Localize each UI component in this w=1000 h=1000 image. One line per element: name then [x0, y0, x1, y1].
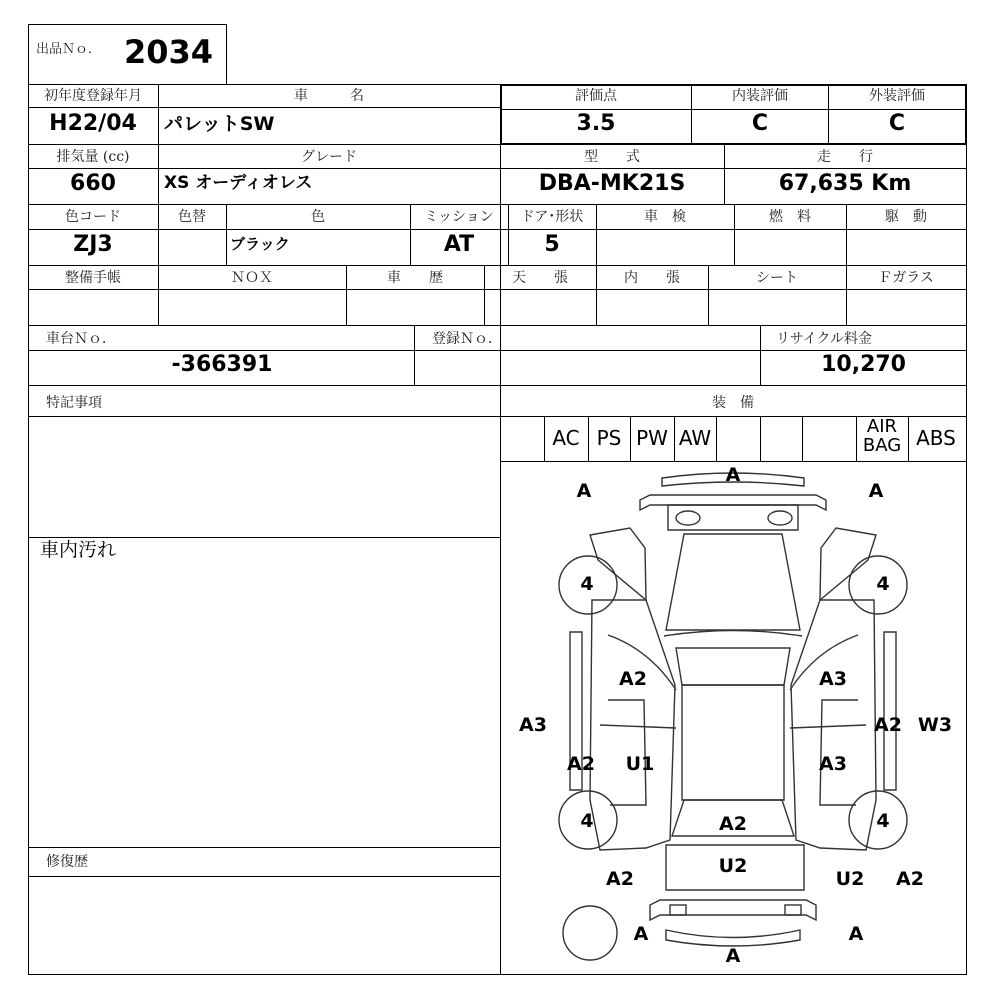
- notes-label: 特記事項: [46, 395, 102, 411]
- mark-right-rear-quarter: A2: [896, 868, 924, 890]
- mileage-value: 67,635 Km: [778, 171, 912, 196]
- mark-right-rear-u: U2: [835, 868, 865, 890]
- grade-value: XS オーディオレス: [164, 173, 313, 193]
- mark-tire-rl: 4: [580, 810, 594, 832]
- name-label: 車 名: [294, 88, 364, 104]
- color-code-value: ZJ3: [73, 232, 113, 257]
- repaint-label: 色替: [178, 209, 206, 225]
- mark-rear-left: A: [633, 923, 649, 945]
- mark-left-rear-quarter: A2: [606, 868, 634, 890]
- transmission-label: ミッション: [424, 209, 494, 225]
- doors-value: 5: [544, 232, 560, 257]
- first-reg-value: H22/04: [49, 111, 137, 136]
- mark-front-top: A: [725, 464, 741, 486]
- transmission-value: AT: [443, 232, 475, 257]
- recycle-value: 10,270: [821, 352, 906, 377]
- recycle-label: リサイクル料金: [776, 331, 873, 347]
- equip-abs: ABS: [916, 426, 956, 450]
- displacement-label: 排気量 (cc): [56, 149, 130, 165]
- mark-tire-fr: 4: [876, 573, 890, 595]
- name-value: パレットSW: [164, 113, 275, 135]
- seat-label: シート: [756, 270, 798, 286]
- model-label: 型 式: [584, 149, 640, 165]
- mark-right-glass: W3: [917, 714, 953, 736]
- maintenance-label: 整備手帳: [65, 270, 121, 286]
- interior-trim-label: 内 張: [624, 270, 680, 286]
- equip-airbag: AIR BAG: [862, 416, 902, 456]
- mark-left-rear-door: A2: [567, 753, 595, 775]
- color-label: 色: [311, 209, 325, 225]
- nox-label: ＮＯＸ: [231, 270, 273, 286]
- color-code-label: 色コード: [65, 209, 121, 225]
- equip-ac: AC: [552, 426, 580, 450]
- mark-rear-bottom: A: [725, 945, 741, 967]
- equip-pw: PW: [636, 426, 668, 450]
- registration-label: 登録Ｎｏ．: [432, 331, 502, 347]
- mark-rear-right: A: [848, 923, 864, 945]
- mark-front-left: A: [576, 480, 592, 502]
- mileage-label: 走 行: [817, 149, 873, 165]
- mark-right-rear-door: A3: [819, 753, 847, 775]
- exterior-value: C: [888, 111, 906, 136]
- mark-left-front-door: A2: [619, 668, 647, 690]
- score-value: 3.5: [576, 111, 616, 136]
- mark-left-side: A3: [519, 714, 547, 736]
- mark-front-right: A: [868, 480, 884, 502]
- fuel-label: 燃 料: [769, 209, 811, 225]
- chassis-value: -366391: [171, 352, 273, 377]
- mark-right-side: A2: [874, 714, 902, 736]
- chassis-label: 車台Ｎｏ．: [46, 331, 116, 347]
- drive-label: 駆 動: [885, 209, 927, 225]
- lot-label: 出品Ｎｏ．: [36, 42, 102, 57]
- equipment-label: 装 備: [712, 395, 754, 411]
- model-value: DBA-MK21S: [538, 171, 686, 196]
- interior-value: C: [751, 111, 769, 136]
- equip-aw: AW: [678, 426, 712, 450]
- mark-rear-window: A2: [719, 813, 747, 835]
- mark-tire-fl: 4: [580, 573, 594, 595]
- doors-label: ドア･形状: [520, 209, 584, 225]
- score-label: 評価点: [575, 88, 617, 104]
- repair-label: 修復歴: [46, 854, 88, 870]
- color-value: ブラック: [230, 235, 290, 253]
- notes-text: 車内汚れ: [40, 539, 117, 561]
- mark-center-left: U1: [625, 753, 655, 775]
- displacement-value: 660: [70, 171, 116, 196]
- interior-label: 内装評価: [732, 88, 788, 104]
- mark-right-front-door: A3: [819, 668, 847, 690]
- lot-number: 2034: [124, 33, 214, 71]
- exterior-label: 外装評価: [869, 88, 925, 104]
- mark-tire-rr: 4: [876, 810, 890, 832]
- first-reg-label: 初年度登録年月: [44, 88, 142, 104]
- fglass-label: Ｆガラス: [878, 270, 934, 286]
- ceiling-label: 天 張: [512, 270, 568, 286]
- equip-ps: PS: [596, 426, 622, 450]
- inspection-label: 車 検: [644, 209, 686, 225]
- grade-label: グレード: [301, 149, 357, 165]
- mark-trunk: U2: [718, 855, 748, 877]
- history-label: 車 歴: [387, 270, 443, 286]
